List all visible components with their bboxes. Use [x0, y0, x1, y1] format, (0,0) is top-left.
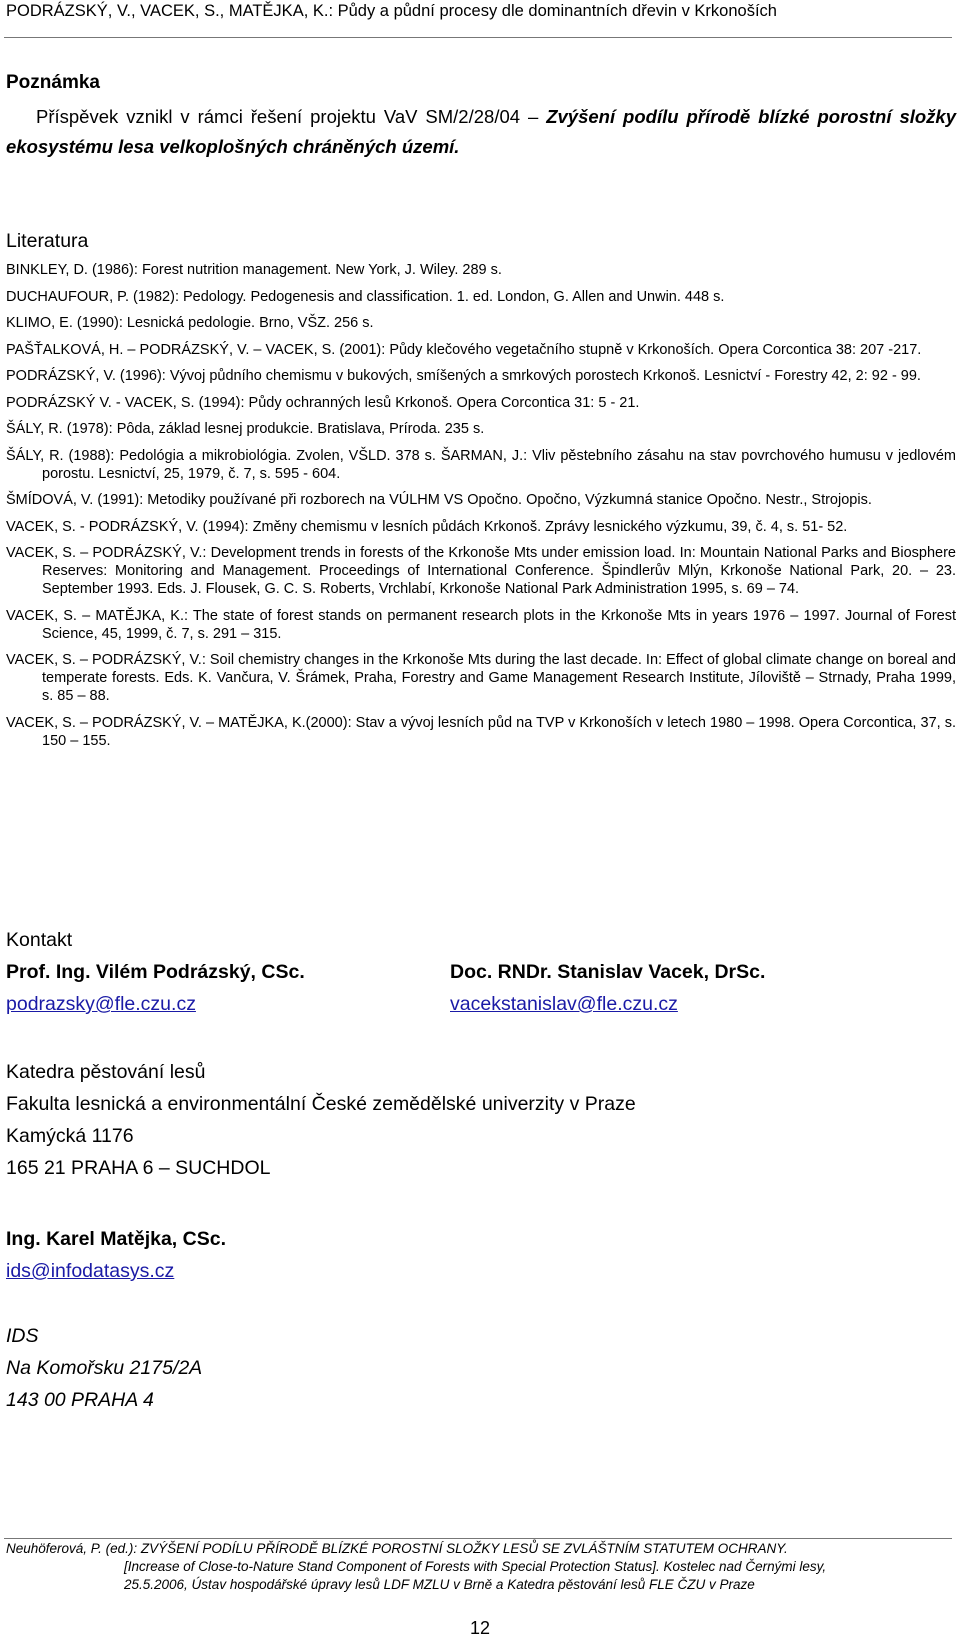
- page-number: 12: [469, 1618, 491, 1638]
- reference-list: [6, 261, 956, 758]
- reference-item: VACEK, S. – PODRÁZSKÝ, V.: Development trends in forests of the Krkonoše Mts under emission load. In: Mountain National Parks and Biosphere Reserves: Monitoring and Management. Proceedings of International Conference. Špindlerův Mlýn, Krkonoše National Park, 20. – 23. September 1993. Eds. J. Flousek, G. C. S. Roberts, Vrchlabí, Krkonoše National Park Administration 1995, s. 69 – 74.: [6, 545, 956, 597]
- header-rule: [4, 37, 952, 38]
- reference-item: DUCHAUFOUR, P. (1982): Pedology. Pedogenesis and classification. 1. ed. London, G. Allen and Unwin. 448 s.: [6, 288, 725, 305]
- footer-line-1: Neuhöferová, P. (ed.): ZVÝŠENÍ PODÍLU PŘÍRODĚ BLÍZKÉ POROSTNÍ SLOŽKY LESŮ SE ZVLÁŠTNÍM STATUTEM OCHRANY.: [6, 1541, 788, 1556]
- department-name: Katedra pěstování lesů: [6, 1061, 206, 1083]
- running-header: PODRÁZSKÝ, V., VACEK, S., MATĚJKA, K.: Půdy a půdní procesy dle dominantních dřevin v Krkonoších: [6, 2, 777, 20]
- reference-item: ŠÁLY, R. (1978): Pôda, základ lesnej produkcie. Bratislava, Príroda. 235 s.: [6, 421, 485, 437]
- footer-line-2: [Increase of Close-to-Nature Stand Component of Forests with Special Protection Status]. Kostelec nad Černými lesy,: [124, 1559, 827, 1574]
- reference-item: VACEK, S. – MATĚJKA, K.: The state of forest stands on permanent research plots in the Krkonoše Mts in years 1976 – 1997. Journal of Forest Science, 45, 1999, č. 7, s. 291 – 315.: [6, 607, 956, 642]
- reference-item: PODRÁZSKÝ V. - VACEK, S. (1994): Půdy ochranných lesů Krkonoš. Opera Corcontica 31: 5 - 21.: [6, 394, 640, 411]
- reference-item: KLIMO, E. (1990): Lesnická pedologie. Brno, VŠZ. 256 s.: [6, 315, 374, 331]
- reference-item: ŠÁLY, R. (1988): Pedológia a mikrobiológia. Zvolen, VŠLD. 378 s. ŠARMAN, J.: Vliv pěstebního zásahu na stav povrchového humusu v jedlovém porostu. Lesnictví, 25, 1979, č. 7, s. 595 - 604.: [6, 447, 956, 482]
- address-city: 165 21 PRAHA 6 – SUCHDOL: [6, 1157, 271, 1179]
- org-city: 143 00 PRAHA 4: [6, 1389, 154, 1411]
- org-name: IDS: [6, 1325, 39, 1347]
- person-2-name: Doc. RNDr. Stanislav Vacek, DrSc.: [450, 961, 766, 983]
- page-footer: [6, 1540, 956, 1594]
- contact-person-1: [6, 956, 305, 1020]
- person-1-email-link[interactable]: podrazsky@fle.czu.cz: [6, 993, 196, 1015]
- reference-item: PODRÁZSKÝ, V. (1996): Vývoj půdního chemismu v bukových, smíšených a smrkových porostech Krkonoš. Lesnictví - Forestry 42, 2: 92 - 99.: [6, 368, 921, 384]
- contact-person-3: [6, 1223, 226, 1287]
- person-2-email-link[interactable]: vacekstanislav@fle.czu.cz: [450, 993, 678, 1015]
- reference-item: BINKLEY, D. (1986): Forest nutrition management. New York, J. Wiley. 289 s.: [6, 262, 502, 278]
- note-body: [6, 102, 956, 162]
- footer-line-3: 25.5.2006, Ústav hospodářské úpravy lesů LDF MZLU v Brně a Katedra pěstování lesů FLE ČZU v Praze: [124, 1577, 755, 1592]
- organization-address: [6, 1320, 202, 1416]
- note-project-title: Zvýšení podílu přírodě blízké porostní složky ekosystému lesa velkoplošných chráněných území.: [6, 106, 956, 157]
- reference-item: VACEK, S. – PODRÁZSKÝ, V. – MATĚJKA, K.(2000): Stav a vývoj lesních půd na TVP v Krkonoších v letech 1980 – 1998. Opera Corcontica, 37, s. 150 – 155.: [6, 714, 956, 749]
- faculty-name: Fakulta lesnická a environmentální České zemědělské univerzity v Praze: [6, 1093, 636, 1115]
- org-street: Na Komořsku 2175/2A: [6, 1357, 203, 1379]
- footer-rule: [4, 1538, 952, 1539]
- reference-item: VACEK, S. - PODRÁZSKÝ, V. (1994): Změny chemismu v lesních půdách Krkonoš. Zprávy lesnického výzkumu, 39, č. 4, s. 51- 52.: [6, 518, 848, 535]
- department-address: [6, 1056, 636, 1184]
- contact-person-2: [450, 956, 765, 1020]
- person-1-name: Prof. Ing. Vilém Podrázský, CSc.: [6, 961, 305, 983]
- person-3-name: Ing. Karel Matějka, CSc.: [6, 1228, 226, 1250]
- person-3-email-link[interactable]: ids@infodatasys.cz: [6, 1260, 175, 1282]
- contact-title: Kontakt: [6, 929, 73, 951]
- address-street: Kamýcká 1176: [6, 1125, 134, 1147]
- literature-title: Literatura: [6, 230, 89, 252]
- reference-item: VACEK, S. – PODRÁZSKÝ, V.: Soil chemistry changes in the Krkonoše Mts during the last decade. In: Effect of global climate change on boreal and temperate forests. Eds. K. Vančura, V. Šrámek, Praha, Forestry and Game Management Research Institute, Jíloviště – Strnady, Praha 1999, s. 85 – 88.: [6, 652, 956, 704]
- note-title: Poznámka: [6, 72, 100, 93]
- reference-item: ŠMÍDOVÁ, V. (1991): Metodiky používané při rozborech na VÚLHM VS Opočno. Opočno, Výzkumná stanice Opočno. Nestr., Strojopis.: [6, 492, 872, 508]
- note-text: Příspěvek vznikl v rámci řešení projektu VaV SM/2/28/04 –: [36, 106, 547, 127]
- reference-item: PAŠŤALKOVÁ, H. – PODRÁZSKÝ, V. – VACEK, S. (2001): Půdy klečového vegetačního stupně v Krkonoších. Opera Corcontica 38: 207 -217.: [6, 341, 922, 358]
